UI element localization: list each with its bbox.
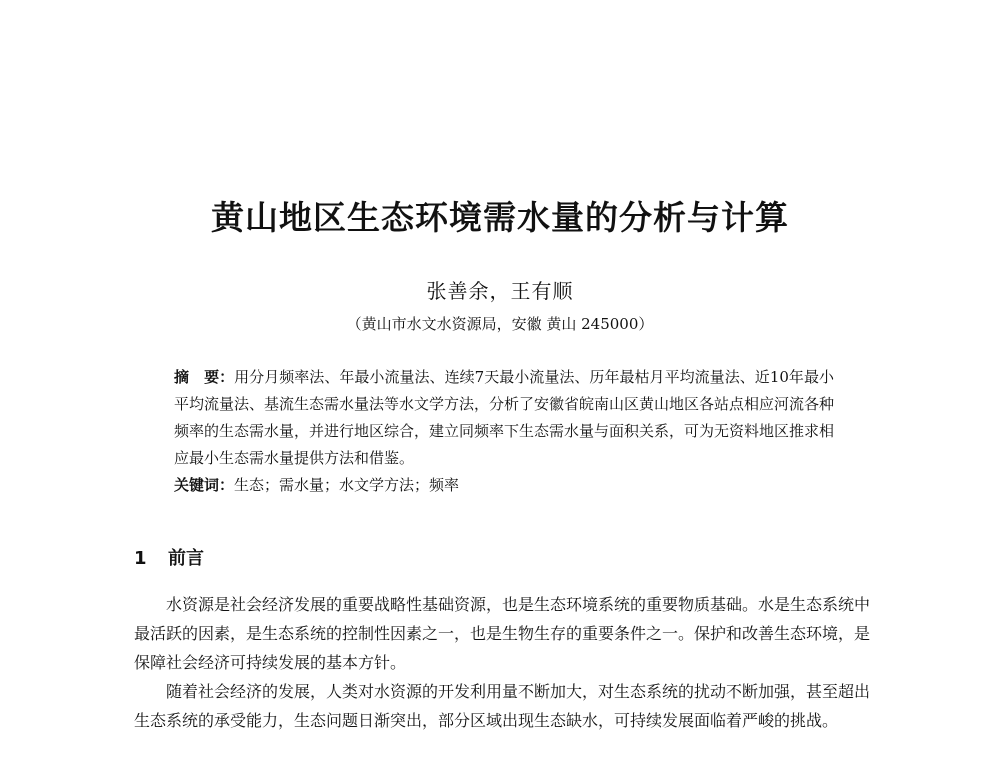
abstract-text: 用分月频率法、年最小流量法、连续7天最小流量法、历年最枯月平均流量法、近10年最小平均流量法、基流生态需水量法等水文学方法，分析了安徽省皖南山区黄山地区各站点相应河流各种频率的生态需水量，并进行地区综合，建立同频率下生态需水量与面积关系，可为无资料地区推求相应最小生态需水量提供方法和借鉴。 [174,368,835,467]
paper-authors: 张善余，王有顺 [426,279,574,303]
abstract-label: 摘 要： [174,368,235,386]
abstract-block [174,364,834,472]
keywords-block [174,472,834,499]
section-body [134,590,870,735]
section-heading [134,546,204,572]
body-paragraph: 水资源是社会经济发展的重要战略性基础资源，也是生态环境系统的重要物质基础。水是生态系统中最活跃的因素，是生态系统的控制性因素之一，也是生物生存的重要条件之一。保护和改善生态环境，是保障社会经济可持续发展的基本方针。 [134,595,871,672]
keywords-label: 关键词： [174,476,235,494]
section-title: 前言 [168,548,204,569]
body-paragraph: 随着社会经济的发展，人类对水资源的开发利用量不断加大，对生态系统的扰动不断加强，甚至超出生态系统的承受能力，生态问题日渐突出，部分区域出现生态缺水，可持续发展面临着严峻的挑战。 [134,682,871,730]
section-number: 1 [134,548,147,569]
keywords-text: 生态；需水量；水文学方法；频率 [234,476,460,494]
paper-title: 黄山地区生态环境需水量的分析与计算 [211,198,789,237]
author-affiliation: （黄山市水文水资源局，安徽 黄山 245000） [346,315,654,333]
